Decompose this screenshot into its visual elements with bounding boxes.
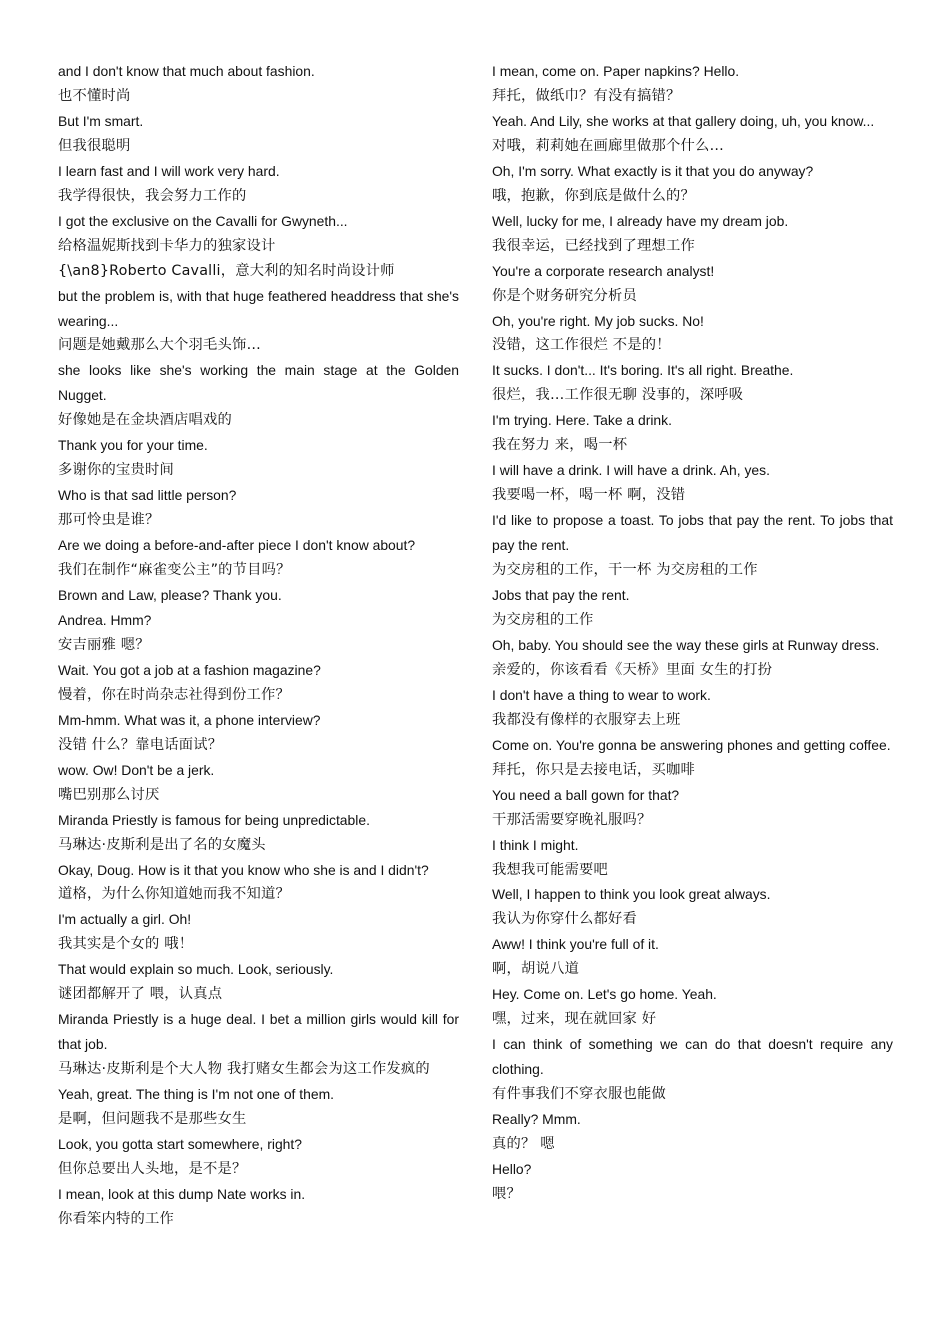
- subtitle-line-english: I think I might.: [492, 836, 579, 853]
- subtitle-line-english: Look, you gotta start somewhere, right?: [58, 1135, 302, 1152]
- subtitle-line-english: Miranda Priestly is a huge deal. I bet a million girls would kill for that job.: [58, 1011, 459, 1053]
- subtitle-line-chinese: 你看笨内特的工作: [58, 1210, 174, 1227]
- subtitle-line-english: I'm trying. Here. Take a drink.: [492, 412, 672, 429]
- subtitle-line-chinese: 没错，这工作很烂 不是的！: [492, 337, 671, 354]
- subtitle-line-chinese: 问题是她戴那么大个羽毛头饰…: [58, 337, 261, 354]
- subtitle-line-chinese: 我很幸运，已经找到了理想工作: [492, 237, 695, 254]
- subtitle-line-chinese: 哦，抱歉，你到底是做什么的？: [492, 187, 695, 204]
- subtitle-line-chinese: 亲爱的，你该看看《天桥》里面 女生的打扮: [492, 661, 773, 678]
- subtitle-line-english: Miranda Priestly is famous for being unpredictable.: [58, 811, 370, 828]
- subtitle-line-english: Andrea. Hmm?: [58, 611, 152, 628]
- subtitle-line-chinese: 没错 什么？靠电话面试？: [58, 736, 223, 753]
- subtitle-line-english: Brown and Law, please? Thank you.: [58, 587, 282, 604]
- subtitle-line-english: she looks like she's working the main stage at the Golden Nugget.: [58, 362, 459, 404]
- subtitle-line-english: but the problem is, with that huge feathered headdress that she's wearing...: [58, 287, 459, 329]
- subtitle-line-chinese: {\an8}Roberto Cavalli，意大利的知名时尚设计师: [58, 262, 395, 279]
- subtitle-line-chinese: 我认为你穿什么都好看: [492, 911, 637, 928]
- subtitle-line-english: Oh, you're right. My job sucks. No!: [492, 312, 704, 329]
- subtitle-line-chinese: 给格温妮斯找到卡华力的独家设计: [58, 237, 276, 254]
- subtitle-line-english: It sucks. I don't... It's boring. It's all right. Breathe.: [492, 362, 794, 379]
- subtitle-line-chinese: 安吉丽雅 嗯？: [58, 636, 150, 653]
- subtitle-line-chinese: 但你总要出人头地，是不是？: [58, 1160, 247, 1177]
- subtitle-line-chinese: 但我很聪明: [58, 137, 131, 154]
- subtitle-line-english: Hello?: [492, 1160, 532, 1177]
- subtitle-line-english: You need a ball gown for that?: [492, 786, 680, 803]
- subtitle-line-chinese: 道格，为什么你知道她而我不知道？: [58, 886, 290, 903]
- subtitle-line-english: wow. Ow! Don't be a jerk.: [58, 761, 215, 778]
- subtitle-line-chinese: 慢着，你在时尚杂志社得到份工作？: [58, 686, 290, 703]
- subtitle-line-chinese: 嘿，过来，现在就回家 好: [492, 1011, 657, 1028]
- subtitle-line-english: and I don't know that much about fashion.: [58, 63, 315, 79]
- subtitle-line-english: Come on. You're gonna be answering phones and getting coffee.: [492, 736, 891, 753]
- subtitle-line-chinese: 干那活需要穿晚礼服吗？: [492, 811, 652, 828]
- subtitle-line-chinese: 那可怜虫是谁？: [58, 512, 160, 529]
- subtitle-line-chinese: 有件事我们不穿衣服也能做: [492, 1086, 666, 1103]
- subtitle-line-english: Thank you for your time.: [58, 437, 208, 454]
- subtitle-line-english: I'd like to propose a toast. To jobs that pay the rent. To jobs that pay the rent.: [492, 512, 893, 554]
- right-column: [492, 59, 893, 1207]
- subtitle-line-chinese: 我都没有像样的衣服穿去上班: [492, 711, 681, 728]
- subtitle-line-english: Yeah. And Lily, she works at that gallery doing, uh, you know...: [492, 112, 875, 129]
- subtitle-line-chinese: 也不懂时尚: [58, 87, 131, 104]
- subtitle-line-english: Well, lucky for me, I already have my dream job.: [492, 212, 789, 229]
- subtitle-line-english: Well, I happen to think you look great always.: [492, 886, 771, 903]
- subtitle-line-chinese: 我在努力 来，喝一杯: [492, 437, 628, 454]
- subtitle-line-english: Okay, Doug. How is it that you know who she is and I didn't?: [58, 861, 429, 878]
- subtitle-line-chinese: 我们在制作“麻雀变公主”的节目吗？: [58, 562, 291, 579]
- subtitle-line-english: I got the exclusive on the Cavalli for Gwyneth...: [58, 212, 348, 229]
- subtitle-line-english: I learn fast and I will work very hard.: [58, 162, 280, 179]
- subtitle-line-english: I will have a drink. I will have a drink. Ah, yes.: [492, 462, 770, 479]
- subtitle-line-chinese: 很烂，我…工作很无聊 没事的，深呼吸: [492, 387, 744, 404]
- subtitle-line-chinese: 真的？ 嗯: [492, 1135, 555, 1152]
- subtitle-line-chinese: 马琳达·皮斯利是出了名的女魔头: [58, 836, 266, 853]
- subtitle-line-english: Are we doing a before-and-after piece I don't know about?: [58, 537, 416, 554]
- subtitle-line-chinese: 我其实是个女的 哦！: [58, 936, 194, 953]
- subtitle-line-chinese: 是啊，但问题我不是那些女生: [58, 1111, 247, 1128]
- subtitle-line-chinese: 马琳达·皮斯利是个大人物 我打赌女生都会为这工作发疯的: [58, 1061, 430, 1078]
- subtitle-line-chinese: 多谢你的宝贵时间: [58, 462, 174, 479]
- subtitle-line-english: That would explain so much. Look, seriously.: [58, 961, 334, 978]
- subtitle-line-english: I'm actually a girl. Oh!: [58, 911, 192, 928]
- subtitle-line-english: Yeah, great. The thing is I'm not one of them.: [58, 1086, 335, 1103]
- subtitle-line-english: Hey. Come on. Let's go home. Yeah.: [492, 986, 717, 1003]
- subtitle-line-chinese: 对哦，莉莉她在画廊里做那个什么…: [492, 137, 724, 154]
- subtitle-line-english: I can think of something we can do that doesn't require any clothing.: [492, 1036, 893, 1078]
- left-column: [58, 59, 459, 1232]
- subtitle-line-english: Who is that sad little person?: [58, 487, 237, 504]
- subtitle-line-chinese: 为交房租的工作，干一杯 为交房租的工作: [492, 562, 758, 579]
- subtitle-line-english: Wait. You got a job at a fashion magazine?: [58, 661, 321, 678]
- subtitle-line-chinese: 你是个财务研究分析员: [492, 287, 637, 304]
- subtitle-line-chinese: 好像她是在金块酒店唱戏的: [58, 412, 232, 429]
- subtitle-line-chinese: 我要喝一杯，喝一杯 啊，没错: [492, 487, 686, 504]
- subtitle-line-chinese: 嘴巴别那么讨厌: [58, 786, 160, 803]
- subtitle-line-chinese: 谜团都解开了 喂，认真点: [58, 986, 223, 1003]
- subtitle-line-english: Jobs that pay the rent.: [492, 587, 630, 604]
- subtitle-line-english: But I'm smart.: [58, 112, 144, 129]
- subtitle-line-english: I don't have a thing to wear to work.: [492, 686, 711, 703]
- subtitle-line-english: I mean, look at this dump Nate works in.: [58, 1185, 306, 1202]
- subtitle-line-chinese: 我学得很快，我会努力工作的: [58, 187, 247, 204]
- subtitle-line-english: Really? Mmm.: [492, 1111, 581, 1128]
- subtitle-line-english: You're a corporate research analyst!: [492, 262, 715, 279]
- subtitle-line-english: Oh, baby. You should see the way these girls at Runway dress.: [492, 636, 880, 653]
- subtitle-line-chinese: 为交房租的工作: [492, 611, 594, 628]
- subtitle-line-english: Mm-hmm. What was it, a phone interview?: [58, 711, 321, 728]
- subtitle-line-english: Oh, I'm sorry. What exactly is it that you do anyway?: [492, 162, 814, 179]
- subtitle-line-chinese: 啊，胡说八道: [492, 961, 579, 978]
- subtitle-line-chinese: 喂？: [492, 1185, 521, 1202]
- subtitle-line-english: Aww! I think you're full of it.: [492, 936, 659, 953]
- subtitle-line-chinese: 拜托，做纸巾？有没有搞错？: [492, 87, 681, 104]
- subtitle-line-chinese: 拜托，你只是去接电话，买咖啡: [492, 761, 695, 778]
- subtitle-line-english: I mean, come on. Paper napkins? Hello.: [492, 63, 740, 79]
- subtitle-line-chinese: 我想我可能需要吧: [492, 861, 608, 878]
